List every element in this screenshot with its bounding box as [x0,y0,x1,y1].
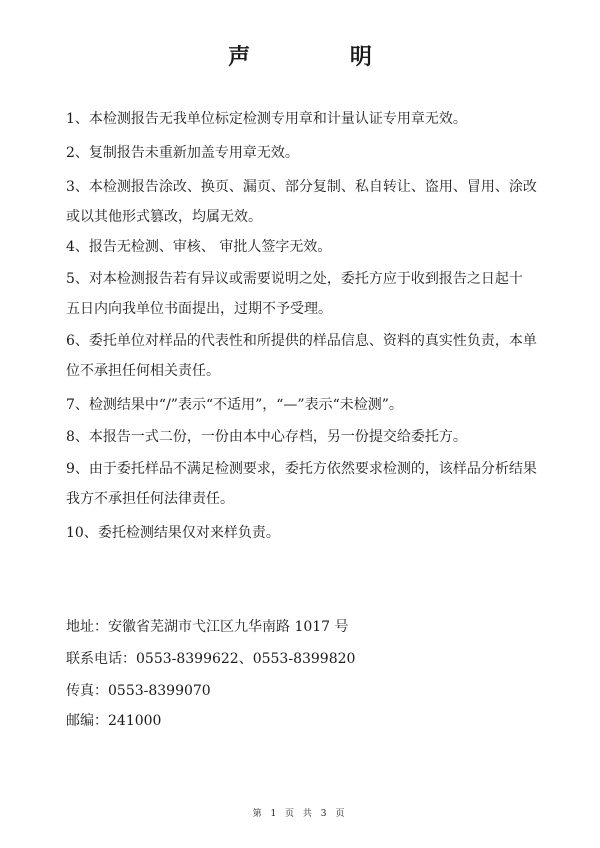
statement-item-9 [66,454,538,514]
contact-fax: 传真：0553-8399070 [66,683,211,699]
statement-item-7 [66,390,538,420]
statement-line: 或以其他形式篡改，均属无效。 [66,209,262,225]
contact-postcode: 邮编：241000 [66,713,162,729]
statement-item-10 [66,518,538,548]
statement-line: 位不承担任何相关责任。 [66,363,220,379]
statement-item-2 [66,138,538,168]
page-number: 第 1 页 共 3 页 [252,809,348,819]
page-title: 声 明 [228,44,418,70]
contact-phone: 联系电话：0553-8399622、0553-8399820 [66,651,356,667]
statement-line: 五日内向我单位书面提出，过期不予受理。 [66,301,332,317]
contact-address: 地址：安徽省芜湖市弋江区九华南路 1017 号 [66,619,349,635]
statement-item-8 [66,422,538,452]
statement-line: 8、本报告一式二份，一份由本中心存档，另一份提交给委托方。 [66,429,467,445]
statement-line: 7、检测结果中“/”表示“不适用”，“—”表示“未检测”。 [66,397,403,413]
statement-item-4 [66,232,538,262]
statement-item-1 [66,104,538,134]
statement-line: 3、本检测报告涂改、换页、漏页、部分复制、私自转让、盗用、冒用、涂改 [66,179,537,195]
statement-item-3 [66,172,538,232]
statement-item-5 [66,264,538,324]
statement-line: 5、对本检测报告若有异议或需要说明之处，委托方应于收到报告之日起十 [66,271,523,287]
statement-line: 10、委托检测结果仅对来样负责。 [66,525,280,541]
statement-line: 9、由于委托样品不满足检测要求，委托方依然要求检测的，该样品分析结果 [66,461,537,477]
statement-line: 我方不承担任何法律责任。 [66,491,234,507]
statement-line: 2、复制报告未重新加盖专用章无效。 [66,145,299,161]
statement-line: 6、委托单位对样品的代表性和所提供的样品信息、资料的真实性负责，本单 [66,333,537,349]
statement-line: 1、本检测报告无我单位标定检测专用章和计量认证专用章无效。 [66,111,467,127]
statement-line: 4、报告无检测、审核、 审批人签字无效。 [66,239,332,255]
statement-item-6 [66,326,538,386]
